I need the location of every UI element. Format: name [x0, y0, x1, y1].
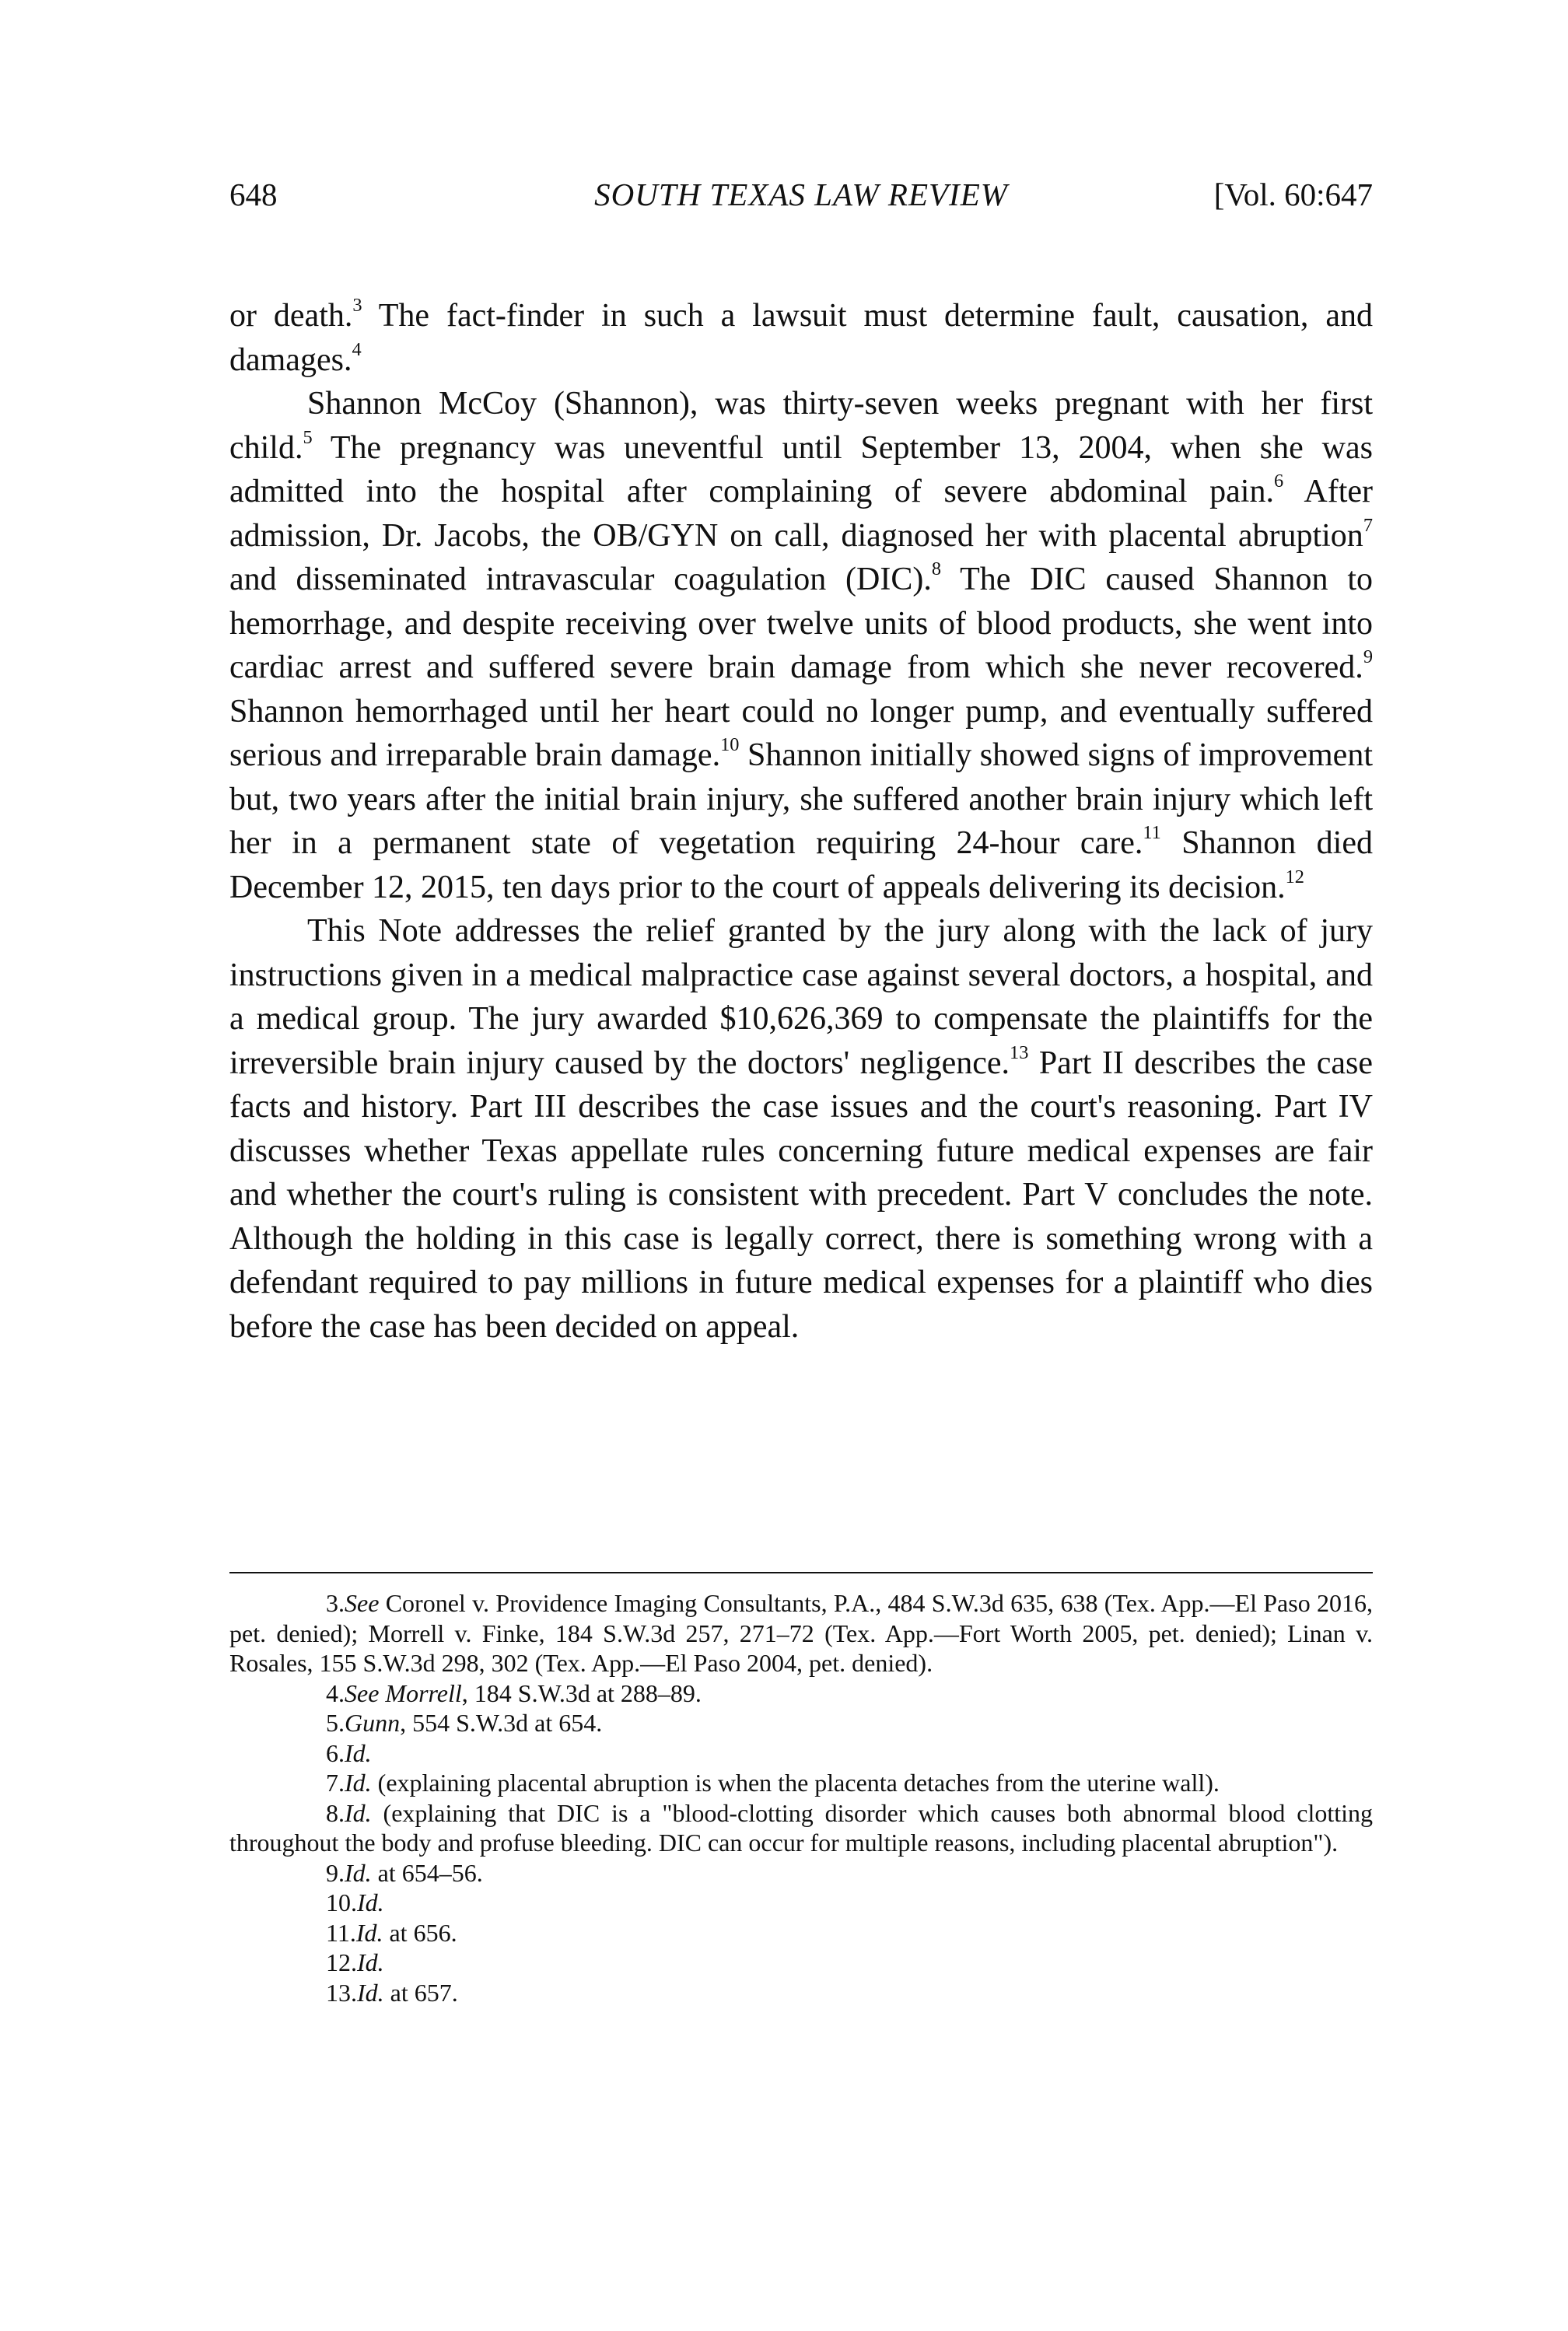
- footnote-signal: Id.: [345, 1769, 372, 1797]
- footnote-number: 7.: [326, 1769, 345, 1797]
- text-run: The fact-finder in such a lawsuit must determine fault, causation, and damages.: [229, 298, 1373, 378]
- footnote-number: 13.: [326, 1978, 357, 2007]
- footnote-ref: 11: [1143, 822, 1161, 843]
- text-run: Shannon died December 12, 2015, ten days prior to the court of appeals delivering its decision.: [229, 825, 1373, 905]
- paragraph-1: [229, 294, 1373, 382]
- footnote-signal: Gunn: [345, 1709, 401, 1737]
- footnote-ref: 8: [931, 558, 942, 579]
- footnote-divider: [229, 1572, 1373, 1573]
- footnote-ref: 7: [1363, 514, 1373, 536]
- footnote-ref: 10: [720, 734, 740, 755]
- footnote-number: 10.: [326, 1888, 357, 1916]
- footnote-signal: Id.: [355, 1918, 383, 1947]
- footnote-number: 5.: [326, 1709, 345, 1737]
- footnote: [229, 1978, 1373, 2008]
- footnote: [229, 1708, 1373, 1738]
- footnote-number: 3.: [326, 1589, 345, 1617]
- footnote: [229, 1738, 1373, 1769]
- footnote: [229, 1798, 1373, 1858]
- footnote-signal: Id.: [357, 1978, 384, 2007]
- text-run: The DIC caused Shannon to hemorrhage, and despite receiving over twelve units of blood products, she went into cardiac arrest and suffered severe brain damage from which she never recovered.: [229, 562, 1374, 685]
- footnote-text: at 657.: [383, 1978, 458, 2007]
- text-run: After admission, Dr. Jacobs, the OB/GYN on call, diagnosed her with placental abruption: [229, 474, 1374, 554]
- paragraph-2: [229, 382, 1373, 909]
- footnote-ref: 13: [1010, 1041, 1029, 1063]
- text-run: or death.: [229, 298, 353, 334]
- footnote-text: , 184 S.W.3d at 288–89.: [461, 1678, 702, 1707]
- volume-citation: [Vol. 60:647: [1213, 177, 1373, 212]
- footnote-signal: Id.: [345, 1798, 372, 1827]
- footnote-signal: Id.: [345, 1858, 372, 1887]
- main-text: [229, 294, 1373, 1349]
- footnote: [229, 1918, 1373, 1948]
- footnote-ref: 5: [303, 426, 313, 448]
- footnote-ref: 9: [1363, 646, 1373, 667]
- footnote-text: (explaining placental abruption is when the placenta detaches from the uterine wall).: [371, 1769, 1220, 1797]
- footnote-ref: 6: [1273, 471, 1284, 492]
- text-run: Shannon initially showed signs of improvement but, two years after the initial brain injury, she suffered another brain injury which left her in a permanent state of vegetation requiring 24-hour care.: [229, 737, 1373, 861]
- text-run: This Note addresses the relief granted by the jury along with the lack of jury instructions given in a medical malpractice case against several doctors, a hospital, and a medical group. The jury awarded $10,626,369 to compensate the plaintiffs for the irreversible brain injury caused by the doctors' negligence.: [229, 913, 1373, 1081]
- footnote-text: , 554 S.W.3d at 654.: [400, 1709, 603, 1737]
- text-run: Shannon McCoy (Shannon), was thirty-seven weeks pregnant with her first child.: [229, 386, 1373, 466]
- footnote-ref: 12: [1285, 866, 1304, 887]
- footnote-ref: 4: [352, 338, 362, 360]
- footnote: [229, 1948, 1373, 1978]
- text-run: The pregnancy was uneventful until September 13, 2004, when she was admitted into the hospital after complaining of severe abdominal pain.: [229, 429, 1373, 509]
- footnote-number: 6.: [326, 1738, 345, 1767]
- footnote: [229, 1678, 1373, 1709]
- footnote-number: 9.: [326, 1858, 345, 1887]
- footnote-signal: See Morrell: [345, 1678, 462, 1707]
- footnote-signal: Id.: [357, 1888, 384, 1916]
- footnote-number: 11.: [326, 1918, 356, 1947]
- footnote-number: 8.: [326, 1798, 345, 1827]
- footnote-ref: 3: [352, 295, 362, 316]
- footnote-signal: See: [345, 1589, 380, 1617]
- footnote-text: Coronel v. Providence Imaging Consultants, P.A., 484 S.W.3d 635, 638 (Tex. App.—El Paso 2016, pet. denied); Morrell v. Finke, 184 S.W.3d 257, 271–72 (Tex. App.—Fort Worth 2005, pet. denied); Linan v. Rosales, 155 S.W.3d 298, 302 (Tex. App.—El Paso 2004, pet. denied).: [229, 1589, 1373, 1677]
- paragraph-3: [229, 909, 1373, 1349]
- footnote: [229, 1888, 1373, 1918]
- running-header: [229, 171, 1373, 218]
- page-number: 648: [229, 177, 278, 212]
- footnote: [229, 1588, 1373, 1678]
- text-run: Shannon hemorrhaged until her heart could no longer pump, and eventually suffered serious and irreparable brain damage.: [229, 693, 1373, 773]
- footnote: [229, 1768, 1373, 1798]
- footnote-text: (explaining that DIC is a "blood-clotting disorder which causes both abnormal blood clotting throughout the body and profuse bleeding. DIC can occur for multiple reasons, including placental abruption").: [229, 1798, 1373, 1857]
- footnote-text: at 654–56.: [371, 1858, 483, 1887]
- footnote-number: 4.: [326, 1678, 345, 1707]
- footnote-number: 12.: [326, 1948, 357, 1976]
- footnote-text: at 656.: [383, 1918, 457, 1947]
- text-run: Part II describes the case facts and history. Part III describes the case issues and the court's reasoning. Part IV discusses whether Texas appellate rules concerning future medical expenses are fair and whether the court's ruling is consistent with precedent. Part V concludes the note. Although the holding in this case is legally correct, there is something wrong with a defendant required to pay millions in future medical expenses for a plaintiff who dies before the case has been decided on appeal.: [229, 1045, 1373, 1345]
- footnote-signal: Id.: [357, 1948, 384, 1976]
- text-run: and disseminated intravascular coagulation (DIC).: [229, 562, 932, 597]
- journal-title: SOUTH TEXAS LAW REVIEW: [594, 177, 1008, 212]
- footnote: [229, 1858, 1373, 1888]
- footnote-signal: Id.: [345, 1738, 372, 1767]
- footnotes: [229, 1588, 1373, 2007]
